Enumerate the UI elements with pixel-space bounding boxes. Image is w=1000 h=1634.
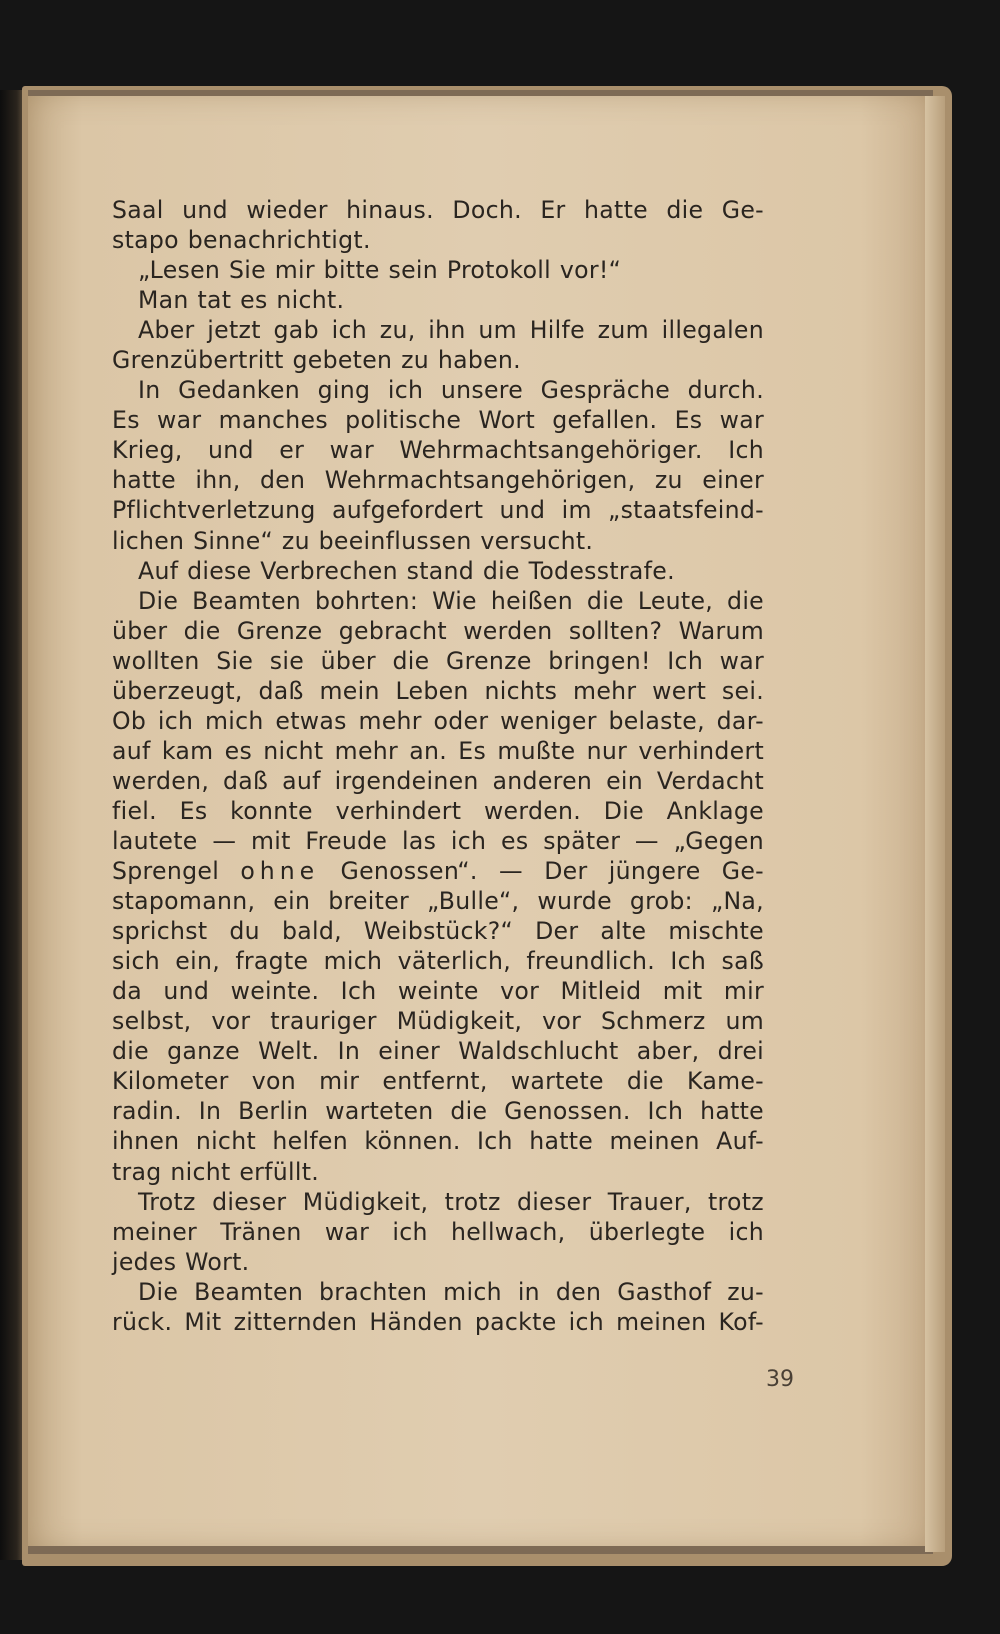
text-line: radin. In Berlin warteten die Genossen. Ich hatte (112, 1097, 764, 1126)
body-text (112, 195, 764, 1337)
text-line: die ganze Welt. In einer Waldschlucht aber, drei (112, 1037, 764, 1066)
text-segment: ohne (240, 857, 320, 886)
text-line: hatte ihn, den Wehrmachtsangehörigen, zu einer (112, 466, 764, 495)
text-line: werden, daß auf irgendeinen anderen ein Verdacht (112, 766, 764, 795)
text-line: Aber jetzt gab ich zu, ihn um Hilfe zum illegalen (138, 316, 764, 345)
text-line: ihnen nicht helfen können. Ich hatte meinen Auf- (112, 1127, 764, 1156)
text-line: wollten Sie sie über die Grenze bringen! Ich war (112, 646, 764, 675)
page-right-edge (925, 96, 945, 1552)
page-bottom-edge (28, 1546, 933, 1554)
text-line: stapomann, ein breiter „Bulle“, wurde grob: „Na, (112, 887, 764, 916)
text-line: überzeugt, daß mein Leben nichts mehr wert sei. (112, 676, 764, 705)
text-line: auf kam es nicht mehr an. Es mußte nur verhindert (112, 736, 764, 765)
text-line: sprichst du bald, Weibstück?“ Der alte mischte (112, 917, 764, 946)
text-line: „Lesen Sie mir bitte sein Protokoll vor!“ (138, 256, 622, 285)
text-line: Pflichtverletzung aufgefordert und im „staatsfeind- (112, 496, 764, 525)
text-line: jedes Wort. (112, 1247, 250, 1276)
text-line: Kilometer von mir entfernt, wartete die Kame- (112, 1067, 764, 1096)
text-line: Ob ich mich etwas mehr oder weniger belaste, dar- (112, 706, 764, 735)
text-line: selbst, vor trauriger Müdigkeit, vor Schmerz um (112, 1007, 764, 1036)
text-line: Trotz dieser Müdigkeit, trotz dieser Trauer, trotz (138, 1187, 764, 1216)
text-line (112, 856, 764, 886)
text-segment: Sprengel (112, 857, 241, 886)
text-line: In Gedanken ging ich unsere Gespräche durch. (138, 376, 764, 405)
text-line: Es war manches politische Wort gefallen. Es war (112, 406, 764, 435)
text-line: Krieg, und er war Wehrmachtsangehöriger. Ich (112, 436, 764, 465)
text-line: über die Grenze gebracht werden sollten? Warum (112, 616, 764, 645)
text-segment: Genossen“. — Der jüngere Ge- (319, 857, 764, 886)
text-line: fiel. Es konnte verhindert werden. Die Anklage (112, 796, 764, 825)
text-line: Man tat es nicht. (138, 286, 345, 315)
text-line: Grenzübertritt gebeten zu haben. (112, 346, 521, 375)
page-number: 39 (766, 1367, 794, 1392)
text-line: rück. Mit zitternden Händen packte ich meinen Kof- (112, 1307, 764, 1336)
text-line: trag nicht erfüllt. (112, 1157, 320, 1186)
text-line: stapo benachrichtigt. (112, 226, 371, 255)
text-line: lautete — mit Freude las ich es später — „Gegen (112, 826, 764, 855)
text-line: sich ein, fragte mich väterlich, freundlich. Ich saß (112, 947, 764, 976)
page-top-edge (28, 90, 933, 96)
text-line: meiner Tränen war ich hellwach, überlegte ich (112, 1217, 764, 1246)
text-line: Auf diese Verbrechen stand die Todesstrafe. (138, 556, 675, 585)
text-line: Die Beamten brachten mich in den Gasthof zu- (138, 1277, 764, 1306)
text-line: Saal und wieder hinaus. Doch. Er hatte die Ge- (112, 196, 764, 224)
text-line: da und weinte. Ich weinte vor Mitleid mit mir (112, 977, 764, 1006)
text-line: Die Beamten bohrten: Wie heißen die Leute, die (138, 586, 764, 615)
text-line: lichen Sinne“ zu beeinflussen versucht. (112, 526, 594, 555)
